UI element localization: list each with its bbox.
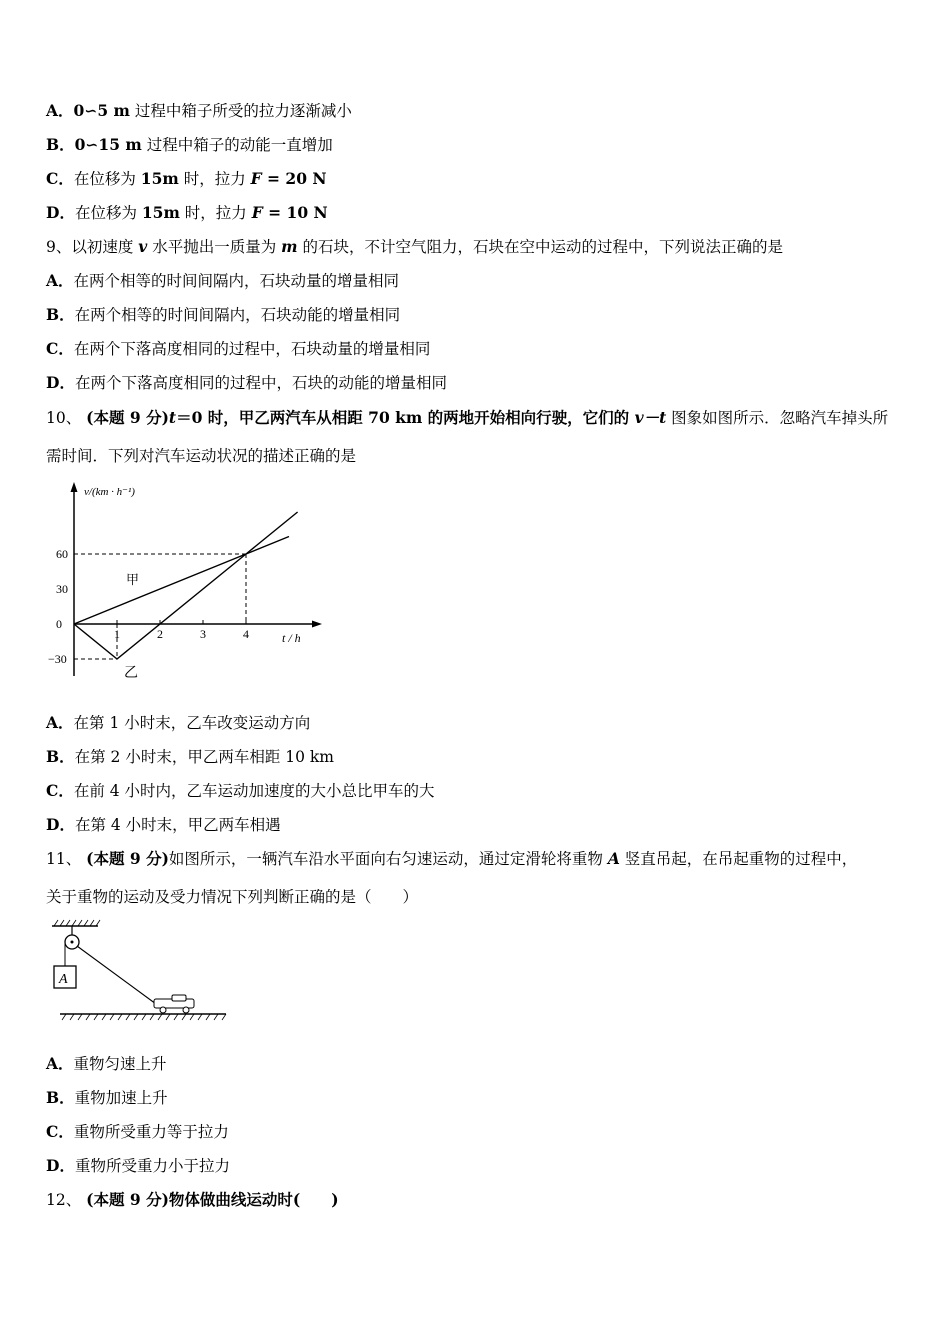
x-tick-label: 3	[200, 627, 206, 641]
q8-option-b[interactable]: B．0∽15 m 过程中箱子的动能一直增加	[46, 135, 333, 154]
vt-graph	[46, 478, 326, 688]
q10-option-b[interactable]: B．在第 2 小时末，甲乙两车相距 10 km	[46, 747, 334, 766]
x-tick-label: 2	[157, 627, 163, 641]
series-label-jia: 甲	[126, 572, 140, 587]
q10-stem-line1: 10、 (本题 9 分)t＝0 时，甲乙两汽车从相距 70 km 的两地开始相向行驶，它们的 v－t 图象如图所示．忽略汽车掉头所	[46, 408, 889, 427]
car	[154, 995, 194, 1013]
x-tick-label: 1	[114, 627, 120, 641]
q10-option-a[interactable]: A．在第 1 小时末，乙车改变运动方向	[46, 713, 311, 732]
block-a-label: A	[59, 972, 68, 987]
q10-option-c[interactable]: C．在前 4 小时内，乙车运动加速度的大小总比甲车的大	[46, 781, 435, 800]
series-line-yi	[74, 512, 298, 659]
q11-option-c[interactable]: C．重物所受重力等于拉力	[46, 1122, 229, 1141]
q11-option-b[interactable]: B．重物加速上升	[46, 1088, 168, 1107]
y-tick-label: 60	[56, 547, 68, 561]
y-tick-label: 0	[56, 617, 62, 631]
q8-option-c[interactable]: C．在位移为 15m 时，拉力 F = 20 N	[46, 169, 327, 188]
q11-option-a[interactable]: A．重物匀速上升	[46, 1054, 167, 1073]
x-axis-label: t / h	[282, 631, 301, 645]
tilde-symbol: ∽	[84, 101, 98, 120]
q9-option-c[interactable]: C．在两个下落高度相同的过程中，石块动量的增量相同	[46, 339, 431, 358]
y-axis-label: v/(km · h⁻¹)	[84, 486, 135, 498]
q9-stem: 9、以初速度 v 水平抛出一质量为 m 的石块，不计空气阻力，石块在空中运动的过程中，下列说法正确的是	[46, 237, 784, 256]
q8-option-a[interactable]: A．0∽5 m 过程中箱子所受的拉力逐渐减小	[46, 101, 352, 120]
q11-stem-line1: 11、 (本题 9 分)如图所示，一辆汽车沿水平面向右匀速运动，通过定滑轮将重物 A 竖直吊起，在吊起重物的过程中，	[46, 849, 858, 868]
q10-option-d[interactable]: D．在第 4 小时末，甲乙两车相遇	[46, 815, 281, 834]
rope-slanted	[77, 946, 156, 1004]
x-axis-arrow	[312, 621, 322, 628]
series-label-yi: 乙	[124, 666, 138, 681]
q10-stem-line2: 需时间．下列对汽车运动状况的描述正确的是	[46, 447, 357, 465]
y-tick-label: −30	[48, 652, 67, 666]
q8-option-d[interactable]: D．在位移为 15m 时，拉力 F = 10 N	[46, 203, 328, 222]
q11-option-d[interactable]: D．重物所受重力小于拉力	[46, 1156, 230, 1175]
q11-stem-line2: 关于重物的运动及受力情况下列判断正确的是（ ）	[46, 888, 419, 906]
q9-option-a[interactable]: A．在两个相等的时间间隔内，石块动量的增量相同	[46, 271, 400, 290]
tilde-symbol: ∽	[85, 135, 99, 154]
x-tick-label: 4	[243, 627, 249, 641]
pulley-axle	[71, 941, 74, 944]
y-tick-label: 30	[56, 582, 68, 596]
y-axis-arrow	[71, 482, 78, 492]
ground-hatch	[62, 1014, 226, 1020]
ceiling-hatch	[54, 920, 100, 926]
pulley-car-figure	[46, 918, 231, 1023]
q9-option-d[interactable]: D．在两个下落高度相同的过程中，石块的动能的增量相同	[46, 373, 447, 392]
series-line-jia	[74, 537, 289, 625]
q12-stem: 12、 (本题 9 分)物体做曲线运动时( )	[46, 1190, 339, 1209]
q9-option-b[interactable]: B．在两个相等的时间间隔内，石块动能的增量相同	[46, 305, 401, 324]
